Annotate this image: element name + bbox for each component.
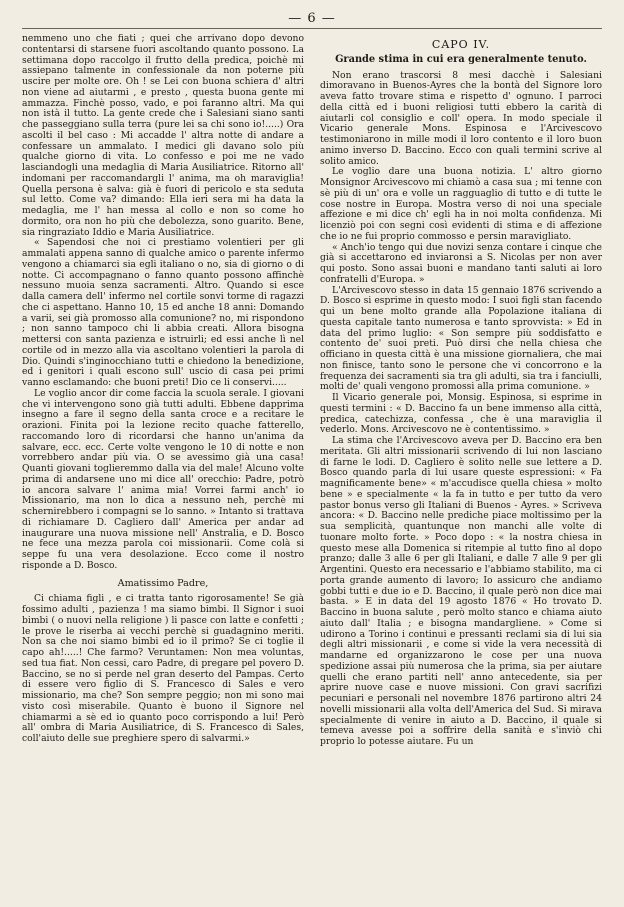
chapter-subtitle: Grande stima in cui era generalmente tenuto. xyxy=(335,53,587,65)
paragraph: Le voglio ancor dir come faccia la scuola serale. I giovani che vi intervengono sono già tutti adulti. Ebbene dapprima insegno a fare il segno della santa croce e a recitare le orazioni. Finita poi la lezione recito quache fatterello, raccomando loro di ricordarsi che hanno un'anima da salvare, ecc. ecc. Certe volte vengono le 10 di notte e non vorrebbero andar più via. O se avessimo già una casa! Quanti giovani toglieremmo dalla via del male! Alcuno volte prima di andarsene uno mi dice all' orecchio: Padre, potrò io ancora salvare l' anima mia! Vorrei farmi anch' io Missionario, ma non lo dica a nessuno neh, perchè mi schernirebbero i compagni se lo sanno. » Intanto si trattava di richiamare D. Cagliero dall' America per andar ad inaugurare una nuova missione nell' Anstralia, e D. Bosco ne fece una mezza parola coi missionarii. Come colà si seppe fu una vera desolazione. Ecco come il nostro risponde a D. Bosco. xyxy=(22,387,304,571)
right-column xyxy=(320,34,602,898)
paragraph: L'Arcivescovo stesso in data 15 gennaio 1876 scrivendo a D. Bosco si esprime in questo modo: I suoi figli stan facendo qui un bene molto grande alla Popolazione italiana di questa capitale tanto numerosa e tanto sprovvista: » Ed in data del primo luglio: « Son sempre più soddisfatto e contento de' suoi preti. Può dirsi che nella chiesa che officiano in questa città è una missione giornaliera, che mai non finisce, tanto sono le persone che vi concorrono e la frequenza dei sacramenti sia tra gli adulti, sia tra i fanciulli, molti de' quali vengono promossi alla prima comunione. » xyxy=(320,284,602,393)
paragraph: Non erano trascorsi 8 mesi dacchè i Salesiani dimoravano in Buenos-Ayres che la bontà del Signore loro aveva fatto trovare stima e rispetto d' ognuno. I parroci della città ed i buoni religiosi tutti ebbero la carità di aiutarli col consiglio e coll' opera. In modo speciale il Vicario generale Mons. Espinosa e l'Arcivescovo testimoniarono in mille modi il loro contento e il loro buon animo inverso D. Baccino. Ecco con quali termini scrive al solito amico. xyxy=(320,69,602,167)
paragraph: Il Vicario generale poi, Monsig. Espinosa, si esprime in questi termini : « D. Baccino fa un bene immenso alla città, predica, catechizza, confessa , che è una maraviglia il vederlo. Mons. Arcivescovo ne è contentissimo. » xyxy=(320,392,602,436)
page-number: — 6 — xyxy=(22,8,602,30)
chapter-heading: CAPO IV. xyxy=(431,38,491,51)
paragraph: « Anch'io tengo qui due novizi senza contare i cinque che già si accettarono ed inviaronsi a S. Nicolas per non aver qui posto. Sono assai buoni e mandano tanti saluti ai loro confratelli d'Europa. » xyxy=(320,241,602,285)
paragraph: La stima che l'Arcivescovo aveva per D. Baccino era ben meritata. Gli altri missionarii scrivendo di lui non lasciano di farne le lodi. D. Cagliero è solito nelle sue lettere a D. Bosco quando parla di lui usare queste espressioni: « Fa magnificamente bene» « m'accudisce quella chiesa » molto bene » e specialmente « la fa in tutto e per tutto da vero pastor bonus verso gli Italiani di Buenos - Ayres. » Scriveva ancora: « D. Baccino nelle prediche piace moltissimo per la sua semplicità, quantunque non manchi alle volte di tuonare molto forte. » Poco dopo : « la nostra chiesa in questo mese alla Domenica si ritempie al tutto fino al dopo pranzo; dalle 3 alle 6 per gli Italiani, e dalle 7 alle 9 per gli Argentini. Questo era necessario e l'abbiamo stabilito, ma ci porta grande aumento di lavoro; Io assicuro che andiamo gobbi tutti e due io e D. Baccino, il quale però non dice mai basta. » E in data del 19 agosto 1876 « Ho trovato D. Baccino in buona salute , però molto stanco e chiama aiuto aiuto dall' Italia ; e bisogna mandargliene. » Come si udirono a Torino i continui e pressanti reclami sia di lui sia degli altri missionarii , e come si vide la vera necessità di mandarne ed organizzarono le cose per una nuova spedizione assai più numerosa che la prima, sia per aiutare quelli che erano partiti nell' anno antecedente, sia per aprire nuove case e nuove missioni. Con gravi sacrifizi pecuniari e personali nel novembre 1876 partirono altri 24 novelli missionarii alla volta dell'America del Sud. Si mirava specialmente di venire in aiuto a D. Baccino, il quale si temeva avesse poi a soffrire della sanità e s'inviò chi proprio lo potesse aiutare. Fu un xyxy=(320,435,602,747)
paragraph: Ci chiama figli , e ci tratta tanto rigorosamente! Se già fossimo adulti , pazienza ! ma siamo bimbi. Il Signor i suoi bimbi ( o nuovi nella religione ) li pasce con latte e confetti ; le prove le riserba ai vecchi perchè si guadagnino meriti. Non sa che noi siamo bimbi ed io il primo? Se ci toglie il capo ah!.....! Che farmo? Veruntamen: Non mea voluntas, sed tua fiat. Non cessi, caro Padre, di pregare pel povero D. Baccino, se no si perde nel gran deserto del Pampas. Certo di essere vero figlio di S. Francesco di Sales e vero missionario, ma che? Son sempre peggio; non mi sono mai visto così miserabile. Quanto è buono il Signore nel chiamarmi a sè ed io quanto poco corrispondo a lui! Però all' ombra di Maria Ausiliatrice, di S. Francesco di Sales, coll'aiuto delle sue preghiere spero di salvarmi.» xyxy=(22,593,304,744)
text-columns xyxy=(22,34,602,898)
left-column xyxy=(22,34,304,898)
paragraph: nemmeno uno che fiati ; quei che arrivano dopo devono contentarsi di starsene fuori ascoltando quanto possono. La settimana dopo raccolgo il frutto della predica, poichè mi assiepano talmente in confessionale da non poterne più uscire per molte ore. Oh ! se Lei con buona schiera d' altri non viene ad aiutarmi , e presto , questa buona gente mi ammazza. Finchè posso, vado, e poi faranno altri. Ma qui non istà il tutto. La gente crede che i Salesiani siano santi che passeggiano sulla terra (pure lei sa chi sono io!.....) Ora ascolti il bel caso : Mi accadde l' altra notte di andare a confessare un ammalato. I medici gli davano solo più qualche giorno di vita. Lo confesso e poi me ne vado lasciandogli una medaglia di Maria Ausiliatrice. Ritorno all' indomani per raccomandargli l' anima, ma oh maraviglia! Quella persona è salva: già è fuori di pericolo e sta seduta sul letto. Come va? dimando: Ella ieri sera mi ha data la medaglia, me l' han messa al collo e non so come ho dormito, ora non ho più che debolezza, sono guarito. Bene, sia ringraziato Iddio e Maria Ausiliatrice. xyxy=(22,34,304,238)
paragraph: Le voglio dare una buona notizia. L' altro giorno Monsignor Arcivescovo mi chiamò a casa sua ; mi tenne con sè più di un' ora e volle un ragguaglio di tutto e di tutte le cose nostre in Europa. Mostra verso di noi una speciale affezione e mi dice ch' egli ha in noi molta confidenza. Mi licenziò poi con segni così evidenti di stima e di affezione che io ne fui proprio commosso e persin maravigliato. xyxy=(320,166,602,242)
paragraph: « Sapendosi che noi ci prestiamo volentieri per gli ammalati appena sanno di qualche amico o parente infermo vengono a chiamarci sia egli italiano o no, sia di giorno o di notte. Ci accompagnano o fanno quanto possono affinchè nessuno muoia senza sacramenti. Altro. Quando si esce dalla camera dell' infermo nel cortile sonvi torme di ragazzi che ci aspettano. Hanno 10, 15 ed anche 18 anni: Domando a varii, sei già promosso alla comunione? no, mi rispondono ; non sanno tampoco chi li abbia creati. Allora bisogna mettersi con santa pazienza e istruirli; ed essi anche lì nel cortile od in mezzo alla via ascoltano volentieri la parola di Dio. Quindi s'inginocchiano tutti e chiedono la benedizione, ed i genitori i quali escono sull' uscio di casa pei primi vanno esclamando: che buoni preti! Dio ce li conservi..... xyxy=(22,237,304,388)
page xyxy=(22,8,602,898)
letter-salutation: Amatissimo Padre, xyxy=(117,577,209,589)
